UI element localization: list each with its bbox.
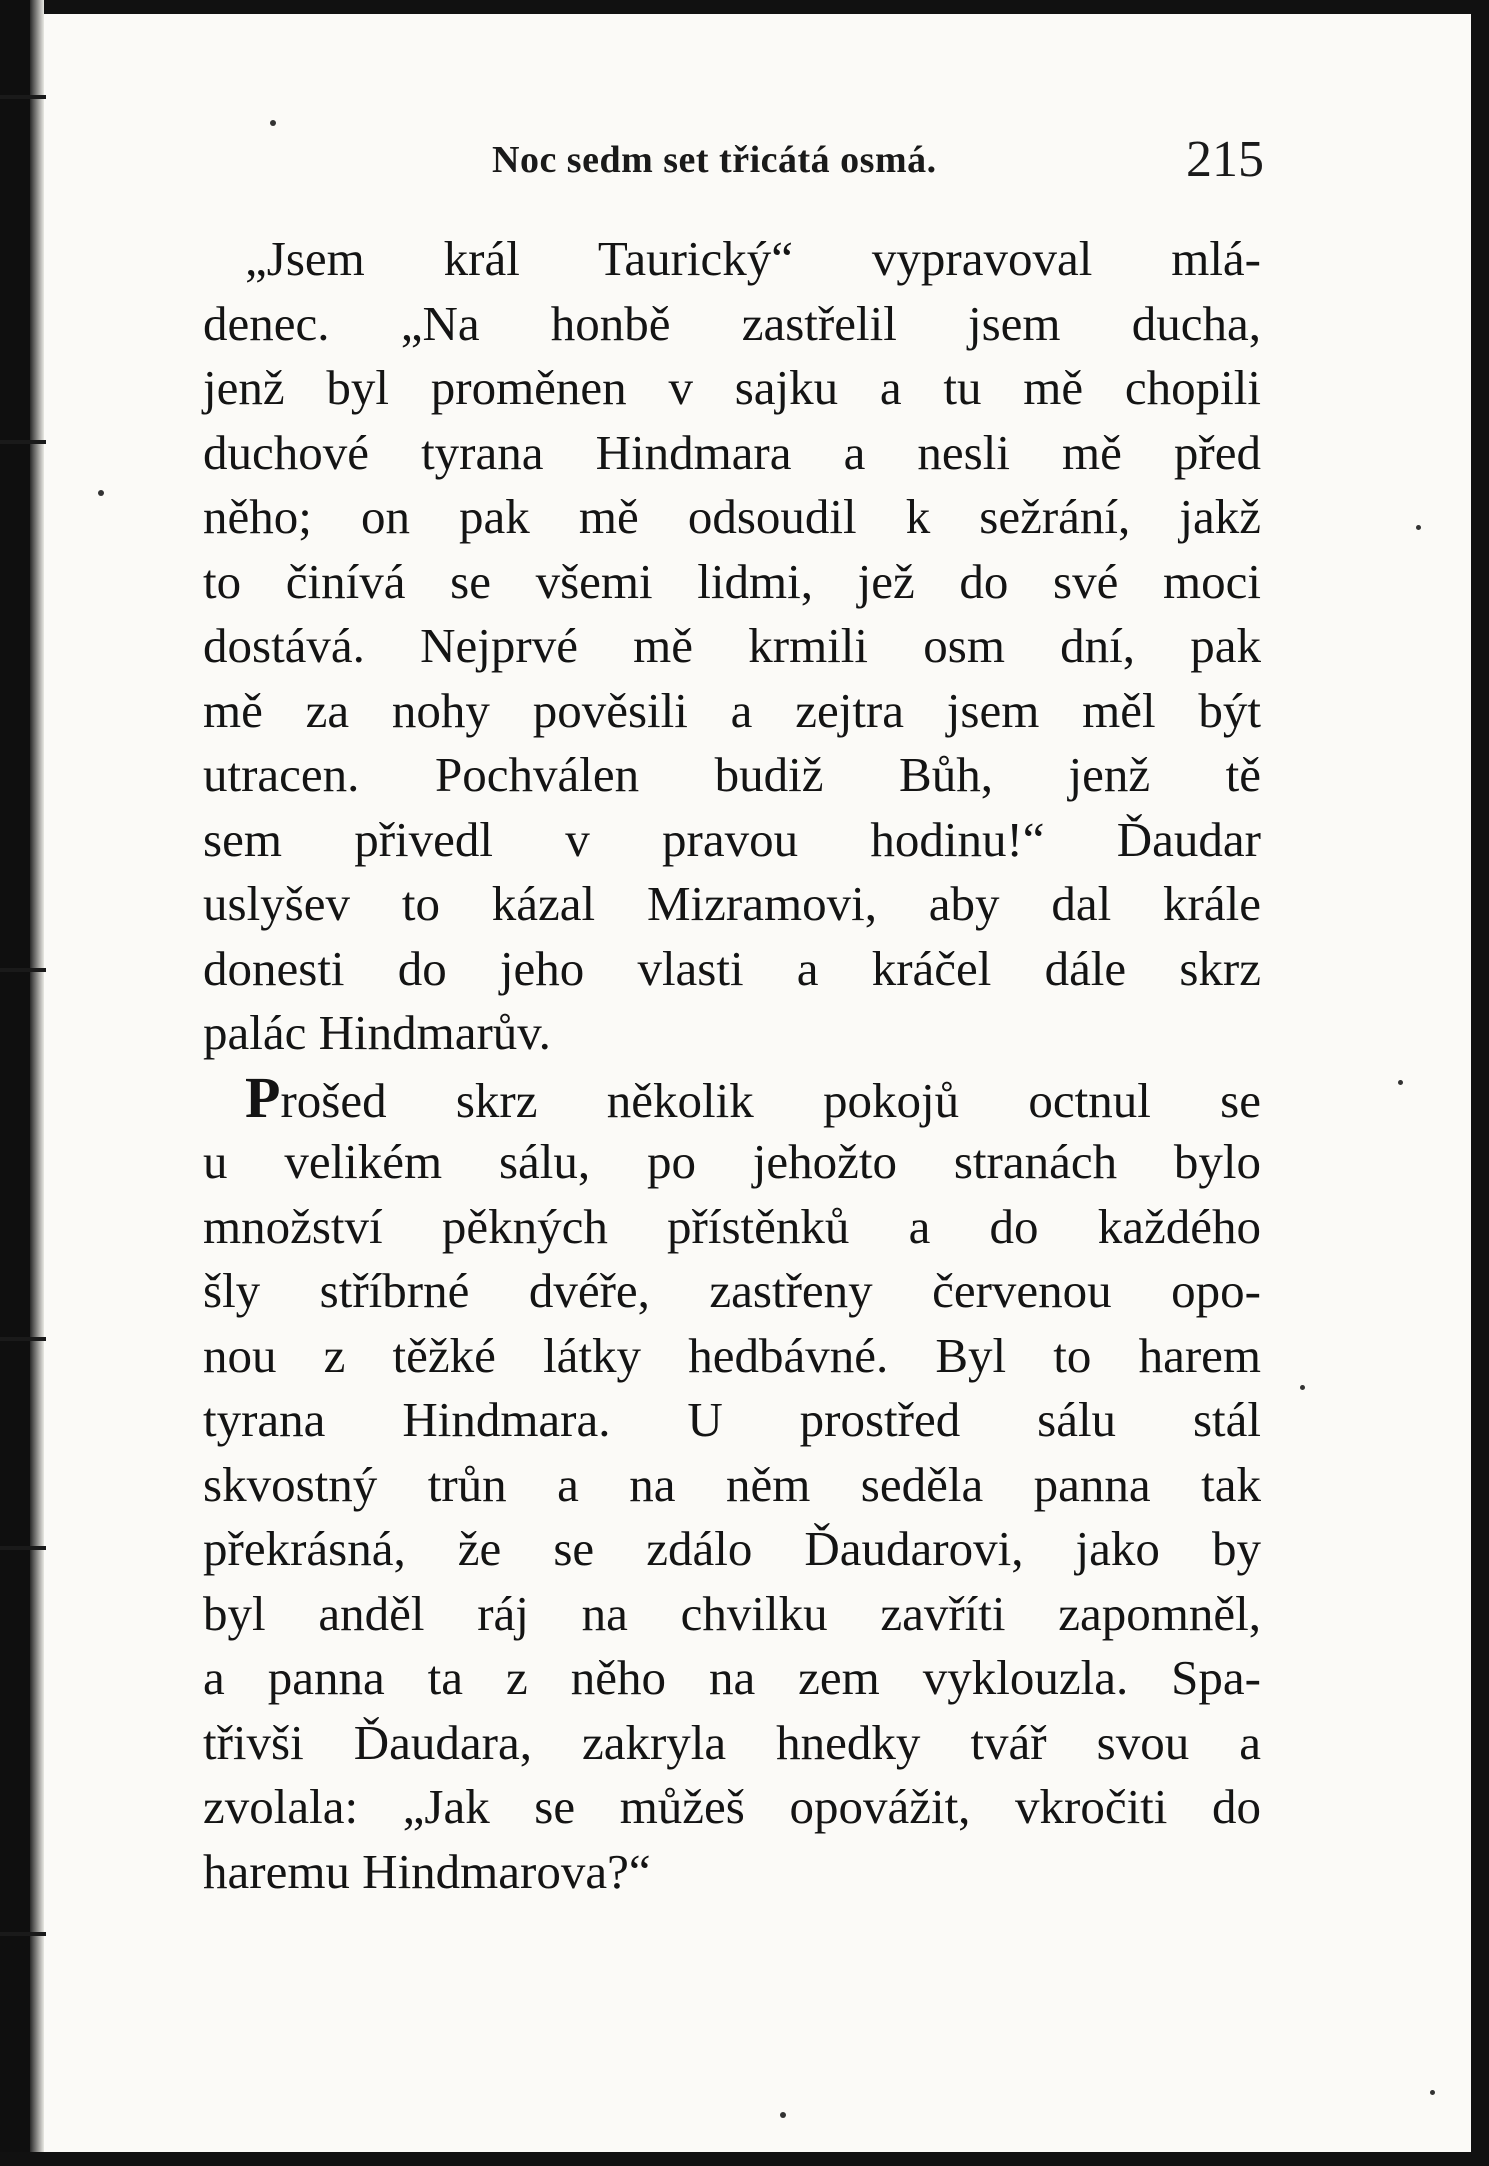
scan-border-bottom xyxy=(0,2152,1489,2166)
drop-cap: P xyxy=(245,1064,281,1130)
gutter-mark xyxy=(0,95,46,99)
gutter-mark xyxy=(0,1932,46,1936)
paragraph-2 xyxy=(203,1066,1261,1905)
text-line: překrásná, že se zdálo Ďaudarovi, jako by xyxy=(203,1521,1261,1576)
text-line: byl anděl ráj na chvilku zavříti zapomněl, xyxy=(203,1585,1261,1641)
text-line-first xyxy=(203,1066,1261,1131)
page-gutter-shadow xyxy=(30,0,44,2166)
text-line: duchové tyrana Hindmara a nesli mě před xyxy=(203,424,1261,480)
text-line: dostává. Nejprvé mě krmili osm dní, pak xyxy=(203,618,1261,673)
text-line: haremu Hindmarova?“ xyxy=(203,1843,651,1899)
text-line: u velikém sálu, po jehožto stranách bylo xyxy=(203,1134,1261,1189)
text-line: utracen. Pochválen budiž Bůh, jenž tě xyxy=(203,747,1261,802)
text-line: šly stříbrné dvéře, zastřeny červenou opo- xyxy=(203,1263,1261,1318)
text-line: mě za nohy pověsili a zejtra jsem měl být xyxy=(203,682,1261,738)
scan-border-left xyxy=(0,0,30,2166)
text-line-rest: rošed skrz několik pokojů octnul se xyxy=(280,1072,1261,1128)
text-line: denec. „Na honbě zastřelil jsem ducha, xyxy=(203,295,1261,351)
text-line: jenž byl proměnen v sajku a tu mě chopili xyxy=(203,360,1261,415)
text-line: množství pěkných přístěnků a do každého xyxy=(203,1198,1261,1254)
gutter-mark xyxy=(0,968,46,972)
text-line: něho; on pak mě odsoudil k sežrání, jakž xyxy=(203,489,1261,544)
text-line: a panna ta z něho na zem vyklouzla. Spa- xyxy=(203,1650,1261,1705)
scan-border-top xyxy=(0,0,1489,14)
text-line: to činívá se všemi lidmi, jež do své moci xyxy=(203,553,1261,609)
text-line: donesti do jeho vlasti a kráčel dále skrz xyxy=(203,940,1261,996)
gutter-mark xyxy=(0,440,46,444)
text-line: nou z těžké látky hedbávné. Byl to harem xyxy=(203,1327,1261,1383)
scan-border-right xyxy=(1471,0,1489,2166)
gutter-mark xyxy=(0,1546,46,1550)
paragraph-1 xyxy=(203,227,1261,1066)
text-line: zvolala: „Jak se můžeš opovážit, vkročiti do xyxy=(203,1779,1261,1834)
text-line: palác Hindmarův. xyxy=(203,1005,551,1060)
text-line: sem přivedl v pravou hodinu!“ Ďaudar xyxy=(203,811,1261,867)
page-number: 215 xyxy=(1186,131,1264,188)
text-line: skvostný trůn a na něm seděla panna tak xyxy=(203,1456,1261,1512)
text-line: uslyšev to kázal Mizramovi, aby dal krále xyxy=(203,876,1261,931)
gutter-mark xyxy=(0,1337,46,1341)
body-text xyxy=(203,227,1261,1904)
running-head: Noc sedm set třicátá osmá. xyxy=(492,139,937,181)
text-line: třivši Ďaudara, zakryla hnedky tvář svou a xyxy=(203,1714,1261,1770)
text-line: „Jsem král Taurický“ vypravoval mlá- xyxy=(245,231,1261,286)
text-line: tyrana Hindmara. U prostřed sálu stál xyxy=(203,1392,1261,1447)
